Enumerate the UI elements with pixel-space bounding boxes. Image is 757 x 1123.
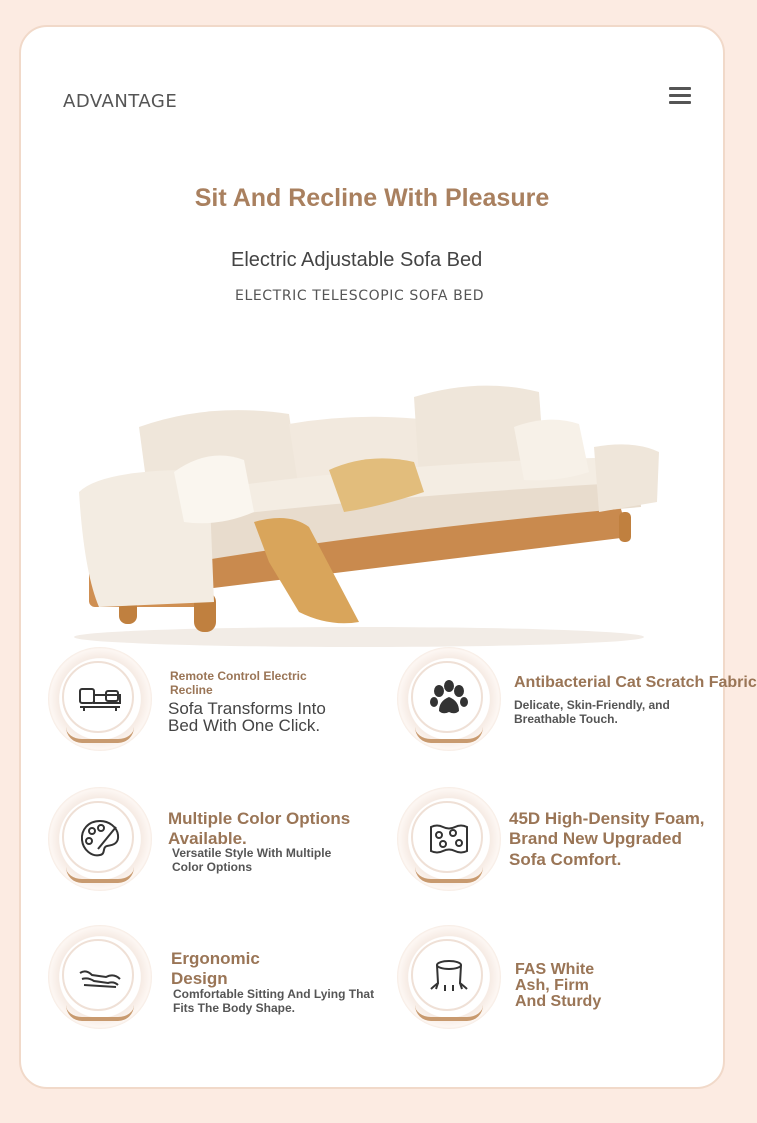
brand-label: ADVANTAGE	[63, 91, 178, 112]
feature-title: FAS White Ash, Firm And Sturdy	[515, 961, 602, 1010]
product-subtitle: Electric Adjustable Sofa Bed	[231, 249, 483, 271]
feature-desc: Versatile Style With Multiple Color Options	[172, 846, 332, 875]
sofa-image	[59, 352, 649, 652]
tree-stump-icon	[425, 953, 473, 1001]
paw-icon	[425, 675, 473, 723]
feature-icon-ring	[48, 647, 152, 751]
feature-icon-ring	[397, 925, 501, 1029]
feature-title: Multiple Color Options Available.	[168, 809, 351, 848]
palette-icon	[76, 815, 124, 863]
feature-icon-ring	[48, 787, 152, 891]
foam-icon	[425, 815, 473, 863]
feature-desc: Sofa Transforms Into Bed With One Click.	[168, 699, 326, 735]
feature-desc: Comfortable Sitting And Lying That Fits The Body Shape.	[173, 987, 375, 1016]
feature-title: Remote Control Electric Recline	[170, 669, 307, 697]
sofa-bed-icon	[76, 675, 124, 723]
feature-title: Ergonomic Design	[171, 949, 260, 988]
feature-icon-ring	[397, 787, 501, 891]
feature-title: 45D High-Density Foam, Brand New Upgraded Sofa Comfort.	[509, 809, 705, 869]
product-tagline: ELECTRIC TELESCOPIC SOFA BED	[235, 288, 485, 304]
recline-body-icon	[76, 953, 124, 1001]
feature-icon-ring	[48, 925, 152, 1029]
feature-icon-ring	[397, 647, 501, 751]
page-title: Sit And Recline With Pleasure	[194, 184, 550, 212]
menu-icon[interactable]	[669, 85, 693, 105]
feature-desc: Delicate, Skin-Friendly, and Breathable Touch.	[514, 698, 670, 727]
content-card	[19, 25, 757, 1089]
feature-title: Antibacterial Cat Scratch Fabric	[514, 674, 757, 691]
